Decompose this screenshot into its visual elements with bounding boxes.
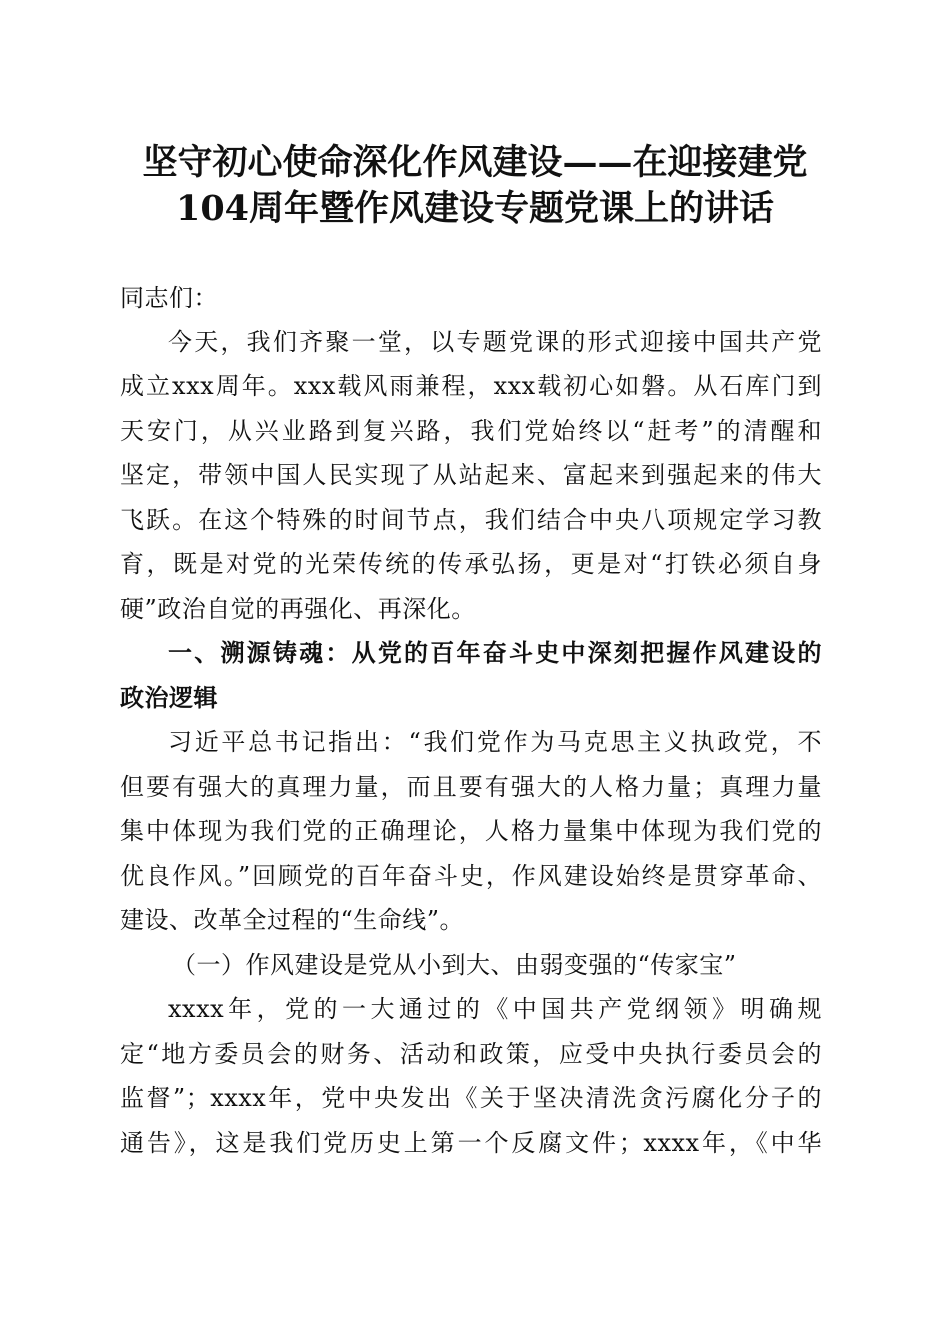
document-title-line-2: 104周年暨作风建设专题党课上的讲话 xyxy=(175,188,775,229)
paragraph-2-line: 建设、改革全过程的“生命线”。 xyxy=(120,906,465,934)
salutation: 同志们： xyxy=(120,284,218,312)
paragraph-2-line: 集中体现为我们党的正确理论，人格力量集中体现为我们党的 xyxy=(120,817,822,845)
paragraph-1-line: 成立xxx周年。xxx载风雨兼程，xxx载初心如磐。从石库门到 xyxy=(120,372,822,400)
paragraph-1-line: 育，既是对党的光荣传统的传承弘扬，更是对“打铁必须自身 xyxy=(120,550,822,578)
paragraph-3-line: 定“地方委员会的财务、活动和政策，应受中央执行委员会的 xyxy=(120,1040,822,1068)
document-title-line-1: 坚守初心使命深化作风建设——在迎接建党 xyxy=(142,142,808,183)
section-heading-1-line: 一、溯源铸魂：从党的百年奋斗史中深刻把握作风建设的 xyxy=(168,638,822,667)
paragraph-1-line: 硬”政治自觉的再强化、再深化。 xyxy=(120,595,476,623)
subheading-1: （一）作风建设是党从小到大、由弱变强的“传家宝” xyxy=(172,951,737,979)
paragraph-2-line: 优良作风。”回顾党的百年奋斗史，作风建设始终是贯穿革命、 xyxy=(120,862,822,890)
paragraph-3-line: xxxx年，党的一大通过的《中国共产党纲领》明确规 xyxy=(168,995,822,1023)
section-heading-1-line: 政治逻辑 xyxy=(120,683,218,712)
paragraph-3-line: 监督”；xxxx年，党中央发出《关于坚决清洗贪污腐化分子的 xyxy=(120,1084,822,1112)
paragraph-1-line: 今天，我们齐聚一堂，以专题党课的形式迎接中国共产党 xyxy=(168,328,822,356)
paragraph-2-line: 但要有强大的真理力量，而且要有强大的人格力量；真理力量 xyxy=(120,773,822,801)
paragraph-1-line: 飞跃。在这个特殊的时间节点，我们结合中央八项规定学习教 xyxy=(120,506,822,534)
paragraph-2-line: 习近平总书记指出：“我们党作为马克思主义执政党，不 xyxy=(168,728,822,756)
paragraph-1-line: 坚定，带领中国人民实现了从站起来、富起来到强起来的伟大 xyxy=(120,461,822,489)
paragraph-1-line: 天安门，从兴业路到复兴路，我们党始终以“赶考”的清醒和 xyxy=(120,417,822,445)
paragraph-3-line: 通告》，这是我们党历史上第一个反腐文件；xxxx年，《中华 xyxy=(120,1129,822,1157)
